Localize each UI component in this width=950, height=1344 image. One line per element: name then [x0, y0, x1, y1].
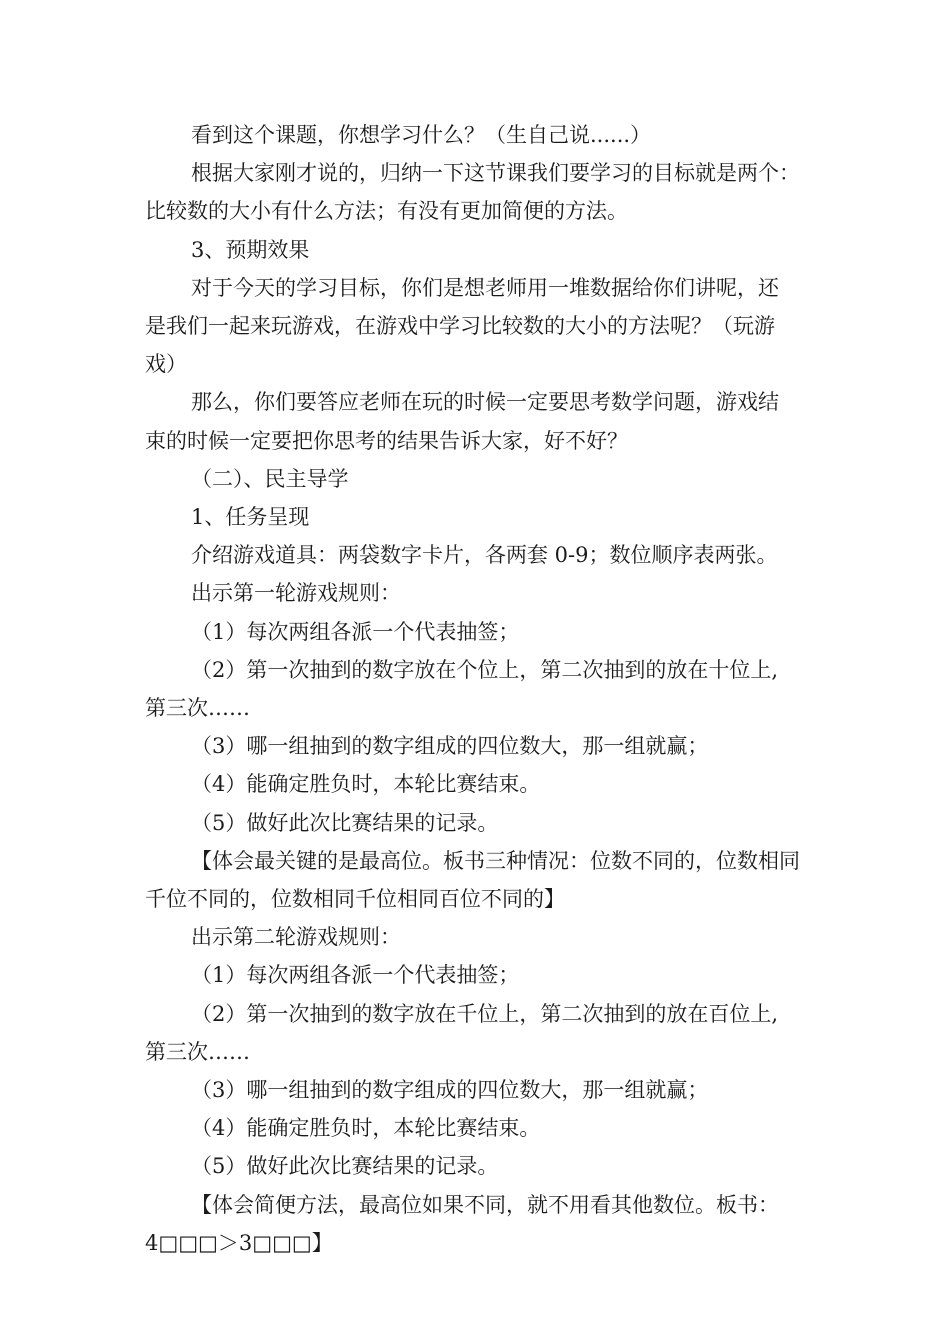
paragraph-line: 对于今天的学习目标，你们是想老师用一堆数据给你们讲呢，还 — [191, 275, 779, 300]
paragraph-line: 戏） — [145, 352, 187, 377]
paragraph-line: 介绍游戏道具：两袋数字卡片，各两套 0-9；数位顺序表两张。 — [191, 543, 778, 568]
note-line: 4□□□＞3□□□】 — [145, 1230, 333, 1255]
paragraph-line: 束的时候一定要把你思考的结果告诉大家，好不好？ — [145, 428, 628, 453]
paragraph-line: 那么，你们要答应老师在玩的时候一定要思考数学问题，游戏结 — [191, 390, 779, 415]
note-line: 【体会简便方法，最高位如果不同，就不用看其他数位。板书： — [191, 1192, 779, 1217]
rule-item: （4）能确定胜负时，本轮比赛结束。 — [191, 772, 541, 797]
rule-item: （1）每次两组各派一个代表抽签； — [191, 963, 520, 988]
rule-item: （5）做好此次比赛结果的记录。 — [191, 1154, 499, 1179]
paragraph-line: 根据大家刚才说的，归纳一下这节课我们要学习的目标就是两个： — [191, 161, 800, 186]
section-heading: 3、预期效果 — [191, 237, 310, 262]
paragraph-line: 出示第一轮游戏规则： — [191, 581, 401, 606]
paragraph-line: 看到这个课题，你想学习什么？（生自己说......） — [191, 123, 652, 147]
note-line: 【体会最关键的是最高位。板书三种情况：位数不同的，位数相同 — [191, 848, 800, 873]
rule-item-continuation: 第三次…… — [145, 696, 250, 721]
rule-item: （1）每次两组各派一个代表抽签； — [191, 619, 520, 644]
rule-item: （3）哪一组抽到的数字组成的四位数大，那一组就赢； — [191, 1078, 709, 1103]
section-heading: 1、任务呈现 — [191, 505, 310, 530]
paragraph-line: 出示第二轮游戏规则： — [191, 925, 401, 950]
rule-item: （5）做好此次比赛结果的记录。 — [191, 810, 499, 835]
document-body — [145, 116, 810, 1262]
paragraph-line: 是我们一起来玩游戏，在游戏中学习比较数的大小的方法呢？（玩游 — [145, 314, 775, 339]
rule-item: （4）能确定胜负时，本轮比赛结束。 — [191, 1116, 541, 1141]
note-line: 千位不同的，位数相同千位相同百位不同的】 — [145, 887, 565, 912]
section-heading: （二）、民主导学 — [191, 466, 349, 491]
paragraph-line: 比较数的大小有什么方法；有没有更加简便的方法。 — [145, 199, 628, 224]
rule-item: （3）哪一组抽到的数字组成的四位数大，那一组就赢； — [191, 734, 709, 759]
rule-item: （2）第一次抽到的数字放在千位上，第二次抽到的放在百位上, — [191, 1001, 779, 1026]
rule-item-continuation: 第三次…… — [145, 1039, 250, 1064]
rule-item: （2）第一次抽到的数字放在个位上，第二次抽到的放在十位上, — [191, 657, 779, 682]
